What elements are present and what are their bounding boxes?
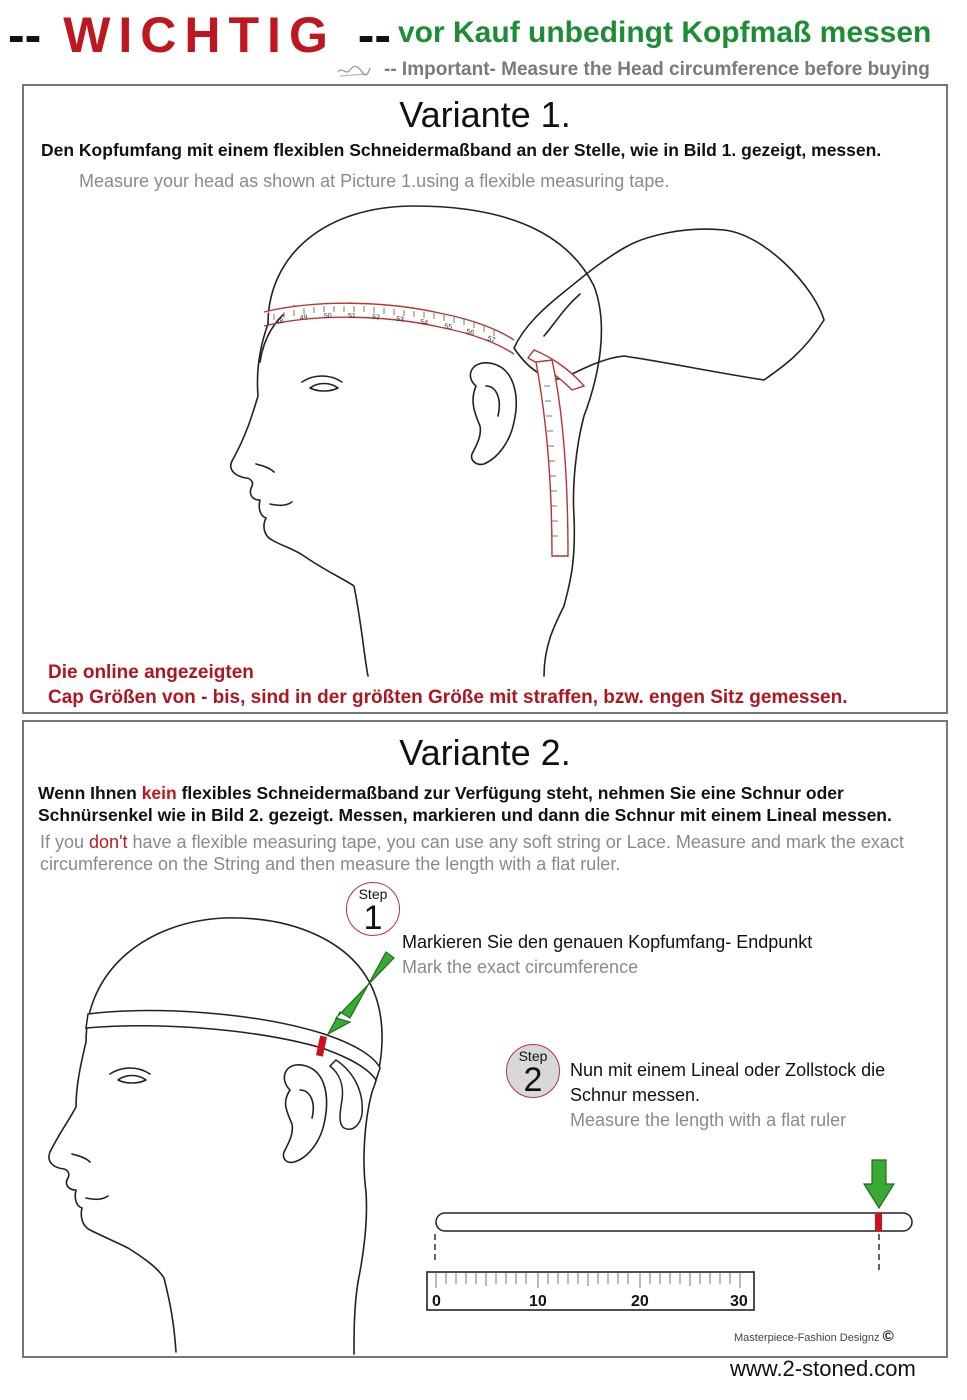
signature-icon <box>336 62 372 80</box>
dashes-right: -- <box>357 7 392 63</box>
step-1-number: 1 <box>363 899 383 937</box>
ruler-label: 0 <box>432 1293 441 1310</box>
variant-2-title: Variante 2. <box>399 732 571 773</box>
head-with-tape-illustration <box>24 86 946 712</box>
header-title-en: -- Important- Measure the Head circumference before buying <box>384 59 930 80</box>
step-1-word: Step <box>358 886 388 902</box>
dont-highlight: don't <box>89 832 128 852</box>
size-note-line-2: Cap Größen von - bis, sind in der größten Größe mit straffen, bzw. engen Sitz gemessen. <box>48 687 848 708</box>
step-2-word: Step <box>518 1048 548 1064</box>
variant-2-instruction-en-line-2: circumference on the String and then measure the length with a flat ruler. <box>40 854 621 874</box>
tape-number: 49 <box>299 314 308 322</box>
variant-2-panel <box>22 720 948 1358</box>
step-1-text-de: Markieren Sie den genauen Kopfumfang- Endpunkt <box>402 932 813 952</box>
tape-number: 57 <box>486 335 496 345</box>
arrow-down-icon <box>864 1160 894 1208</box>
ruler-label: 10 <box>529 1293 547 1310</box>
red-mark-on-flat-string <box>875 1213 882 1231</box>
copyright-icon: © <box>882 1328 894 1345</box>
flat-string <box>435 1213 912 1274</box>
arrow-down-icon <box>328 952 394 1034</box>
tape-number: 52 <box>371 314 381 322</box>
measuring-tape <box>264 303 584 556</box>
tape-number: 54 <box>419 319 429 327</box>
tape-number: 56 <box>465 328 475 337</box>
head-with-string-illustration <box>24 722 946 1356</box>
tape-number: 53 <box>395 316 405 324</box>
variant-1-title: Variante 1. <box>399 94 571 135</box>
header-title-de: vor Kauf unbedingt Kopfmaß messen <box>398 16 932 49</box>
tape-number: 51 <box>348 313 356 320</box>
step-2-text-en: Measure the length with a flat ruler <box>570 1110 847 1130</box>
wichtig-word: WICHTIG <box>63 7 336 63</box>
variant-2-instruction-de-line-2: Schnürsenkel wie in Bild 2. gezeigt. Messen, markieren und dann die Schnur mit einem Lineal messen. <box>38 805 892 825</box>
ruler-label: 20 <box>631 1293 649 1310</box>
tape-number: 55 <box>443 323 453 332</box>
credit-text: Masterpiece-Fashion Designz © <box>734 1328 894 1345</box>
size-note-line-1: Die online angezeigten <box>48 662 254 683</box>
dashes-left: -- <box>8 7 42 63</box>
ruler-label: 30 <box>730 1293 748 1310</box>
variant-2-instruction-en-line-1: If you don't have a flexible measuring tape, you can use any soft string or Lace. Measure and mark the exact <box>40 832 904 852</box>
wichtig-heading <box>8 6 391 64</box>
step-1-text-en: Mark the exact circumference <box>402 957 639 977</box>
ruler <box>427 1272 754 1310</box>
tape-number: 48 <box>275 317 284 326</box>
variant-1-instruction-de: Den Kopfumfang mit einem flexiblen Schneidermaßband an der Stelle, wie in Bild 1. gezeigt, messen. <box>41 140 882 160</box>
tape-number: 50 <box>323 312 332 320</box>
variant-1-panel <box>22 84 948 714</box>
step-2-text-de-line-1: Nun mit einem Lineal oder Zollstock die <box>570 1060 886 1080</box>
variant-2-instruction-de-line-1: Wenn Ihnen kein flexibles Schneidermaßband zur Verfügung steht, nehmen Sie eine Schnur oder <box>38 783 844 803</box>
step-2-number: 2 <box>523 1061 543 1099</box>
variant-1-instruction-en: Measure your head as shown at Picture 1.using a flexible measuring tape. <box>79 171 670 191</box>
step-2-text-de-line-2: Schnur messen. <box>570 1085 701 1105</box>
website-url: www.2-stoned.com <box>730 1356 916 1381</box>
kein-highlight: kein <box>141 783 177 803</box>
